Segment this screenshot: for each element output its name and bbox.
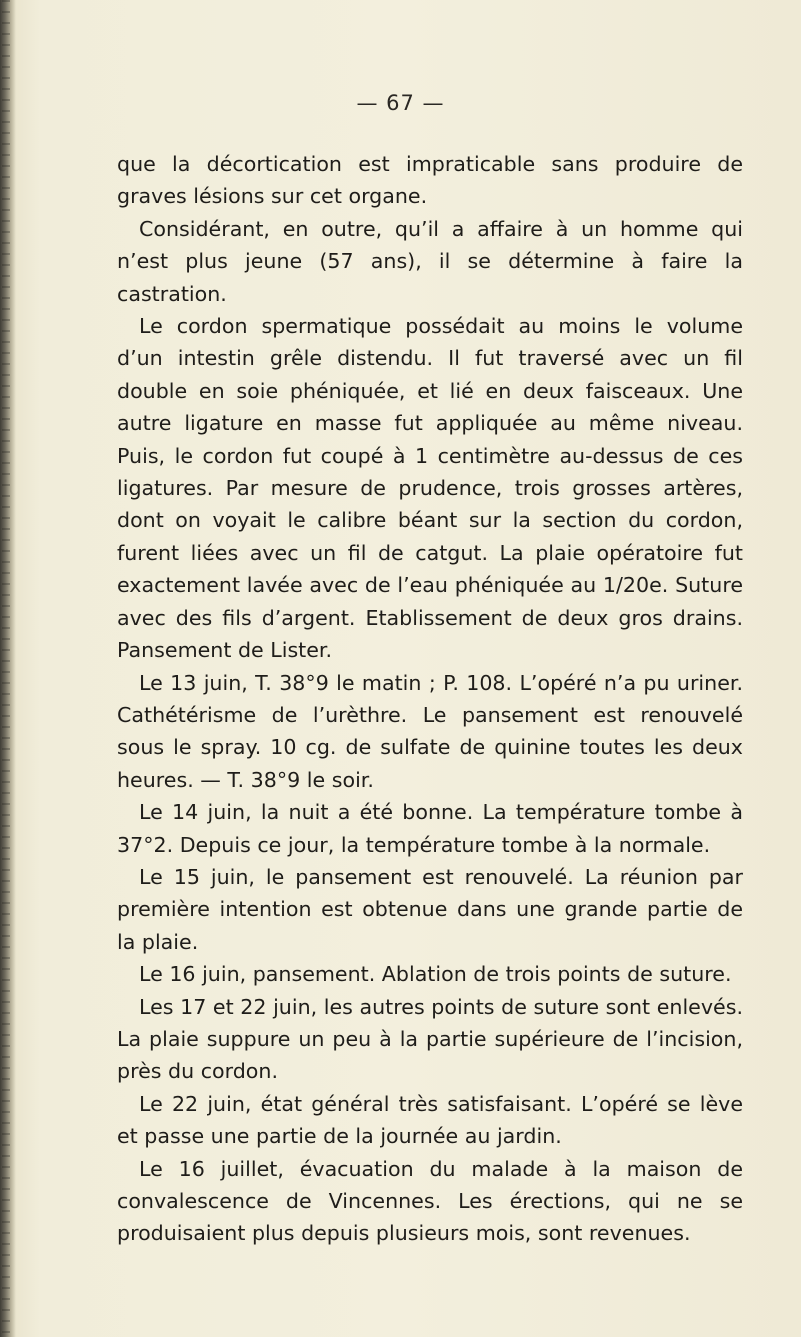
paragraph-june-16: Le 16 juin, pansement. Ablation de trois points de suture.: [139, 962, 732, 987]
body-text: [117, 148, 743, 1250]
paragraph-july-16: Le 16 juillet, évacuation du malade à la maison de convalescence de Vincennes. Les érections, qui ne se produisaient plus depuis plusieurs mois, sont revenues.: [117, 1156, 743, 1246]
paragraph-june-15: Le 15 juin, le pansement est renouvelé. La réunion par première intention est obtenue dans une grande partie de la plaie.: [117, 864, 743, 954]
paragraph-continuation: que la décortication est impraticable sans produire de graves lésions sur cet organe.: [117, 152, 743, 209]
paragraph-june-14: Le 14 juin, la nuit a été bonne. La température tombe à 37°2. Depuis ce jour, la température tombe à la normale.: [117, 800, 743, 857]
binding-stitching: [2, 0, 10, 1337]
paragraph-castration-decision: Considérant, en outre, qu’il a affaire à un homme qui n’est plus jeune (57 ans), il se détermine à faire la castration.: [117, 216, 743, 306]
paragraph-operation: Le cordon spermatique possédait au moins le volume d’un intestin grêle distendu. Il fut traversé avec un fil double en soie phéniquée, et lié en deux faisceaux. Une autre ligature en masse fut appliquée au même niveau. Puis, le cordon fut coupé à 1 centimètre au-dessus de ces ligatures. Par mesure de prudence, trois grosses artères, dont on voyait le calibre béant sur la section du cordon, furent liées avec un fil de catgut. La plaie opératoire fut exactement lavée avec de l’eau phéniquée au 1/20e. Suture avec des fils d’argent. Etablissement de deux gros drains. Pansement de Lister.: [117, 314, 743, 663]
paragraph-june-13: Le 13 juin, T. 38°9 le matin ; P. 108. L’opéré n’a pu uriner. Cathétérisme de l’urèthre. Le pansement est renouvelé sous le spray. 10 cg. de sulfate de quinine toutes les deux heures. — T. 38°9 le soir.: [117, 670, 743, 792]
paragraph-june-17-22: Les 17 et 22 juin, les autres points de suture sont enlevés. La plaie suppure un peu à la partie supérieure de l’incision, près du cordon.: [117, 994, 743, 1084]
paragraph-june-22: Le 22 juin, état général très satisfaisant. L’opéré se lève et passe une partie de la journée au jardin.: [117, 1091, 743, 1149]
page-number: — 67 —: [356, 91, 445, 115]
